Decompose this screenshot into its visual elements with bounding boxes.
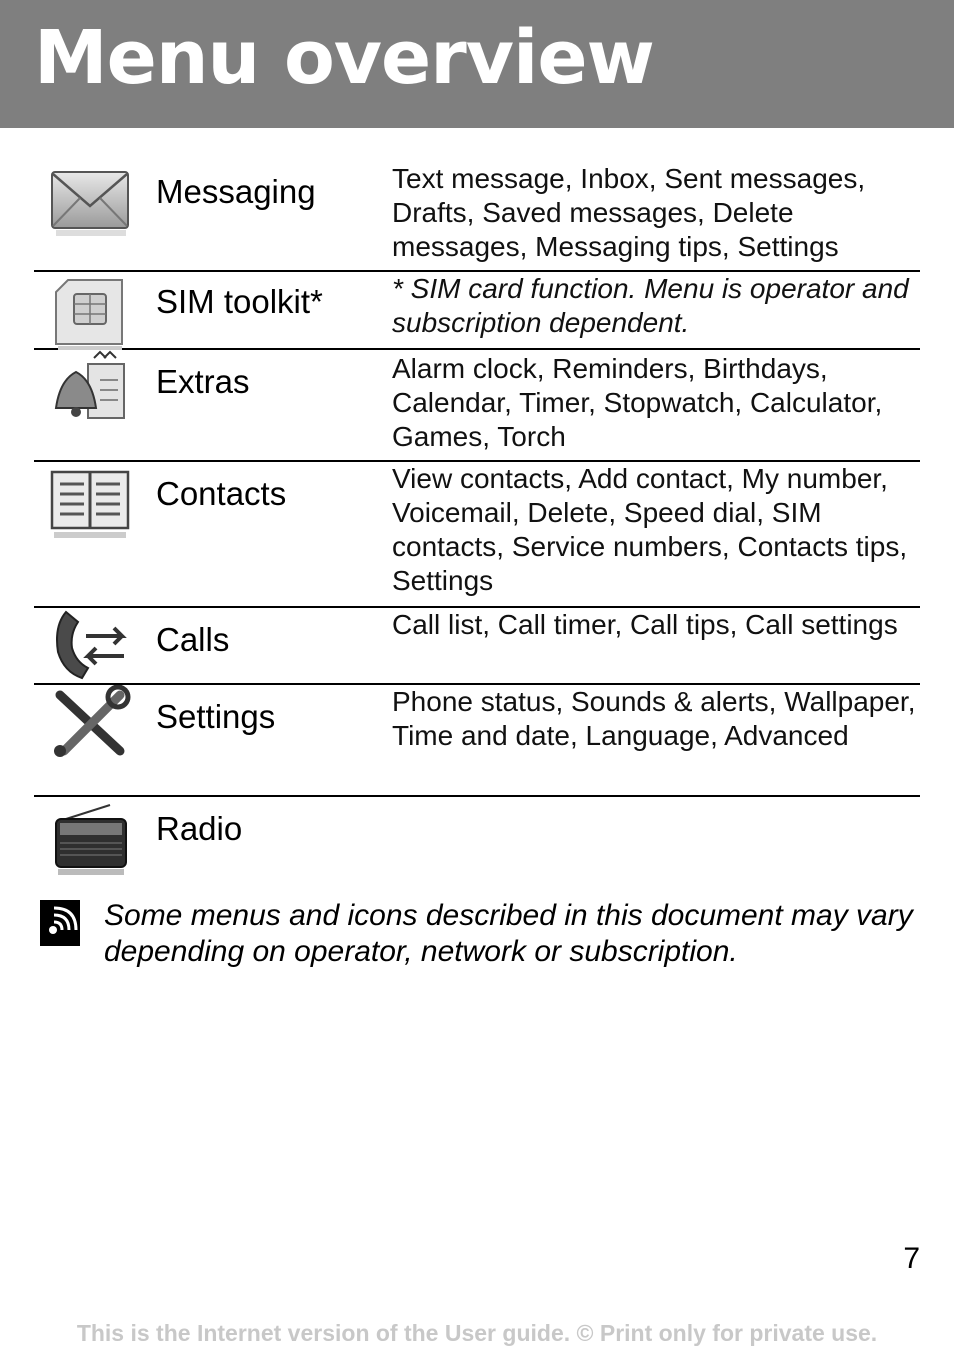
menu-description: Text message, Inbox, Sent messages, Drafts, Saved messages, Delete messages, Messaging tips, Settings xyxy=(392,163,866,262)
note-info-icon xyxy=(40,900,80,946)
menu-description: Alarm clock, Reminders, Birthdays, Calendar, Timer, Stopwatch, Calculator, Games, Torch xyxy=(392,353,883,452)
menu-row-extras xyxy=(34,350,920,462)
page-header xyxy=(0,0,954,128)
menu-description: * SIM card function. Menu is operator and subscription dependent. xyxy=(392,273,909,338)
menu-row-calls xyxy=(34,608,920,685)
menu-name: Messaging xyxy=(156,173,316,210)
menu-name: Contacts xyxy=(156,475,287,512)
tools-icon xyxy=(46,685,134,765)
menu-description: Phone status, Sounds & alerts, Wallpaper, Time and date, Language, Advanced xyxy=(392,686,916,751)
menu-description: Call list, Call timer, Call tips, Call settings xyxy=(392,609,898,640)
menu-description: View contacts, Add contact, My number, Voicemail, Delete, Speed dial, SIM contacts, Service numbers, Contacts tips, Settings xyxy=(392,463,908,596)
phone-arrows-icon xyxy=(46,606,134,686)
menu-row-contacts xyxy=(34,462,920,608)
note-text: Some menus and icons described in this document may vary depending on operator, network or subscription. xyxy=(104,899,913,968)
menu-name: Settings xyxy=(156,698,276,735)
sim-card-icon xyxy=(46,274,134,354)
menu-row-radio xyxy=(34,797,920,877)
page-number: 7 xyxy=(903,1242,920,1275)
envelope-icon xyxy=(46,162,134,242)
menu-row-settings xyxy=(34,685,920,797)
page-title: Menu overview xyxy=(34,15,654,101)
footer-notice: This is the Internet version of the User guide. © Print only for private use. xyxy=(76,1320,878,1346)
address-book-icon xyxy=(46,464,134,544)
alarm-bell-icon xyxy=(46,350,134,430)
menu-row-messaging xyxy=(34,158,920,272)
menu-row-sim-toolkit xyxy=(34,272,920,350)
menu-name: Extras xyxy=(156,363,250,400)
menu-name: SIM toolkit* xyxy=(156,283,323,320)
menu-overview-table xyxy=(34,158,920,877)
menu-name: Radio xyxy=(156,810,243,847)
menu-name: Calls xyxy=(156,621,230,658)
radio-icon xyxy=(46,801,134,881)
